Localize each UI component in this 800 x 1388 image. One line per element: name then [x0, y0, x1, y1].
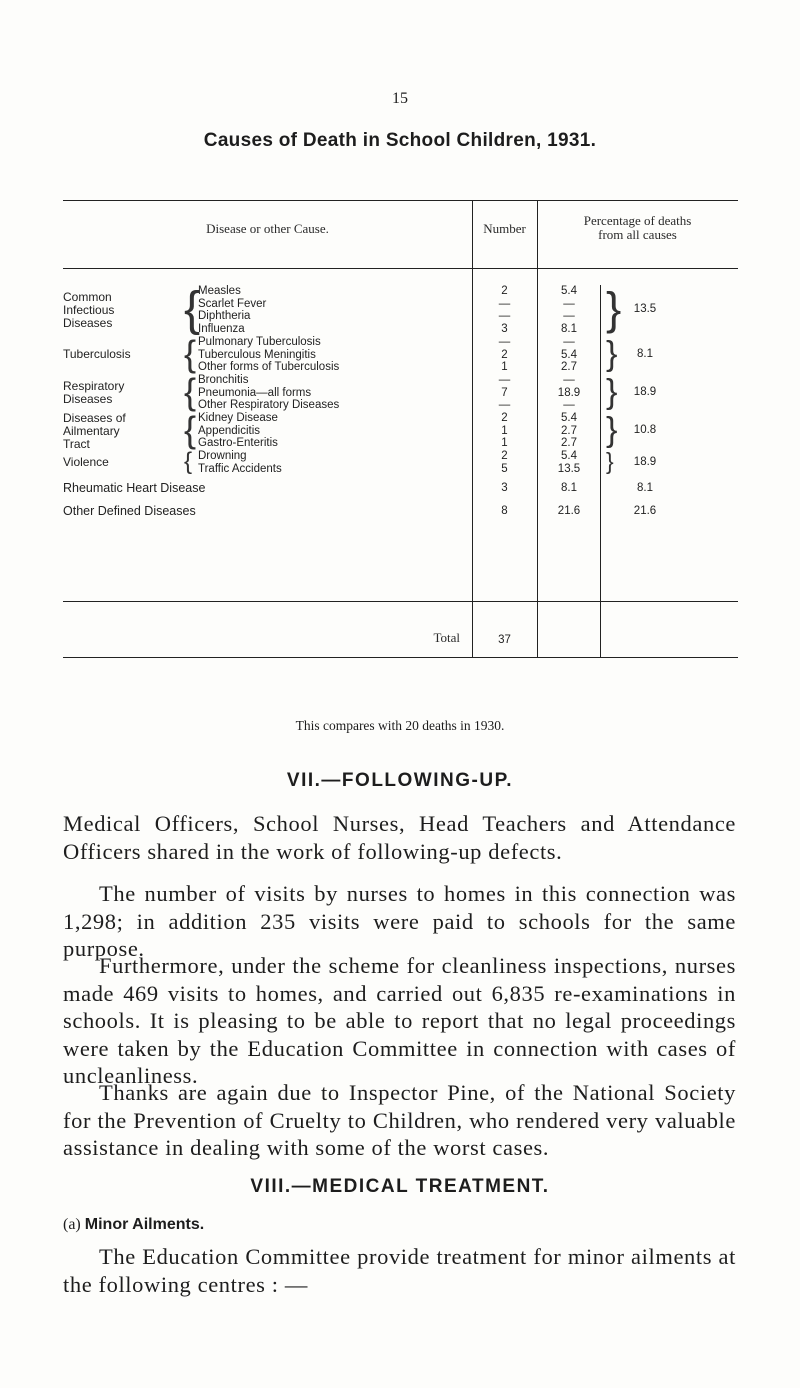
cause-name: Drowning	[198, 450, 247, 463]
table-title: Causes of Death in School Children, 1931.	[203, 130, 597, 151]
number-cell: 1	[501, 424, 508, 437]
cause-name: Other Respiratory Diseases	[198, 399, 340, 412]
table-top-rule	[63, 200, 738, 201]
percentage-cell: —	[563, 310, 575, 323]
cause-name: Tuberculous Meningitis	[198, 348, 316, 361]
group-brace-icon: }	[606, 283, 622, 334]
percentage-cell: 5.4	[561, 285, 577, 297]
group-brace-icon: }	[606, 411, 618, 449]
percentage-cell: 2.7	[561, 437, 577, 450]
group-percentage: 10.8	[633, 424, 657, 437]
number-cell: 2	[501, 285, 508, 297]
brace-icon: {	[184, 409, 197, 450]
cause-name: Gastro-Enteritis	[198, 437, 278, 450]
group-label: Violence	[63, 455, 109, 470]
brace-icon: {	[184, 332, 197, 374]
number-cell: 2	[501, 348, 508, 361]
header-percentage-1: Percentage of deaths	[583, 213, 692, 228]
group-label: Respiratory	[63, 378, 125, 393]
number-cell: 1	[501, 437, 508, 450]
section-heading-following-up: VII.—FOLLOWING-UP.	[286, 770, 514, 791]
header-number: Number	[483, 221, 526, 236]
percentage-cell: 8.1	[561, 481, 577, 494]
number-cell: —	[498, 399, 511, 412]
group-percentage: 8.1	[637, 347, 653, 360]
group-label: Diseases	[63, 391, 113, 406]
group-brace-icon: }	[606, 372, 618, 411]
percentage-cell: —	[563, 335, 575, 348]
header-disease: Disease or other Cause.	[206, 221, 329, 236]
group-percentage: 21.6	[633, 504, 657, 517]
number-cell: 2	[501, 412, 508, 424]
cause-name: Appendicitis	[198, 424, 261, 437]
group-label: Tuberculosis	[63, 347, 131, 362]
number-cell: 2	[501, 450, 508, 463]
cause-name: Pneumonia—all forms	[198, 386, 312, 399]
group-percentage: 8.1	[637, 481, 653, 494]
percentage-cell: 5.4	[561, 450, 577, 463]
cause-name: Influenza	[198, 323, 245, 336]
section-heading-medical-treatment: VIII.—MEDICAL TREATMENT.	[250, 1176, 550, 1197]
group-percentage: 13.5	[633, 303, 657, 316]
subheading-minor-ailments	[63, 1216, 204, 1234]
table-bottom-rule	[63, 657, 738, 658]
body-rule	[63, 601, 738, 602]
number-cell: 7	[501, 386, 508, 399]
cause-label: Other Defined Diseases	[63, 503, 196, 518]
percentage-cell: —	[563, 297, 575, 310]
number-cell: 3	[501, 481, 508, 494]
number-cell: 5	[501, 462, 508, 475]
group-percentage: 18.9	[633, 385, 657, 398]
group-label: Ailmentary	[63, 423, 120, 438]
number-cell: 8	[501, 504, 508, 517]
percentage-cell: 5.4	[561, 348, 577, 361]
cause-label	[198, 462, 282, 476]
percentage-cell: 5.4	[561, 412, 577, 424]
group-brace-icon: }	[606, 448, 614, 475]
cause-name: Pulmonary Tuberculosis	[198, 335, 321, 348]
paragraph-medical-treatment: The Education Committee provide treatment for minor ailments at the following centres : —	[63, 1244, 736, 1297]
header-rule	[63, 268, 738, 269]
percentage-cell: 18.9	[557, 386, 581, 399]
percentage-cell: 21.6	[557, 504, 581, 517]
brace-icon: {	[184, 448, 193, 476]
paragraph-following-up-4: Thanks are again due to Inspector Pine, of the National Society for the Prevention of Cruelty to Children, who rendered very valuable assistance in dealing with some of the worst cases.	[63, 1080, 736, 1160]
percentage-cell: —	[563, 399, 575, 412]
number-cell: —	[498, 310, 511, 323]
number-cell: —	[498, 373, 511, 386]
brace-icon: {	[184, 282, 201, 336]
percentage-cell: 13.5	[557, 462, 581, 475]
total-label: Total	[433, 630, 460, 645]
percentage-cell: —	[563, 373, 575, 386]
percentage-cell: 2.7	[561, 424, 577, 437]
group-label: Common	[63, 289, 112, 304]
group-label: Diseases of	[63, 410, 126, 425]
number-cell: 1	[501, 361, 508, 374]
percentage-cell: 8.1	[561, 323, 577, 336]
cause-name: Diphtheria	[198, 310, 251, 323]
cause-name: Traffic Accidents	[198, 462, 282, 475]
subheading-text: Minor Ailments.	[84, 1216, 205, 1233]
brace-icon: {	[184, 370, 197, 412]
group-label: Tract	[63, 436, 90, 451]
cause-name: Kidney Disease	[198, 412, 278, 424]
subheading-prefix: (a)	[63, 1216, 81, 1233]
cause-name: Measles	[198, 285, 241, 297]
paragraph-following-up-3: Furthermore, under the scheme for cleanliness inspections, nurses made 469 visits to homes, and carried out 6,835 re-examinations in schools. It is pleasing to be able to report that no legal proceedings were taken by the Education Committee in connection with cases of uncleanliness.	[63, 953, 736, 1088]
cause-name: Scarlet Fever	[198, 297, 267, 310]
group-label: Infectious	[63, 302, 115, 317]
group-label: Diseases	[63, 315, 113, 330]
group-brace-icon: }	[606, 334, 618, 373]
number-cell: 3	[501, 323, 508, 336]
number-cell: —	[498, 297, 511, 310]
paragraph-following-up-2: The number of visits by nurses to homes in this connection was 1,298; in addition 235 visits were paid to schools for the same purpose.	[63, 881, 736, 961]
total-number: 37	[498, 634, 511, 646]
number-cell: —	[498, 335, 511, 348]
group-percentage: 18.9	[633, 455, 657, 468]
percentage-cell: 2.7	[561, 361, 577, 374]
header-percentage-2: from all causes	[598, 227, 677, 242]
paragraph-following-up-1: Medical Officers, School Nurses, Head Teachers and Attendance Officers shared in the work of following-up defects.	[63, 811, 736, 864]
cause-name: Other forms of Tuberculosis	[198, 361, 340, 374]
cause-name: Bronchitis	[198, 373, 249, 386]
page-number: 15	[392, 90, 408, 107]
table-footnote: This compares with 20 deaths in 1930.	[295, 718, 505, 733]
cause-label: Rheumatic Heart Disease	[63, 480, 206, 495]
